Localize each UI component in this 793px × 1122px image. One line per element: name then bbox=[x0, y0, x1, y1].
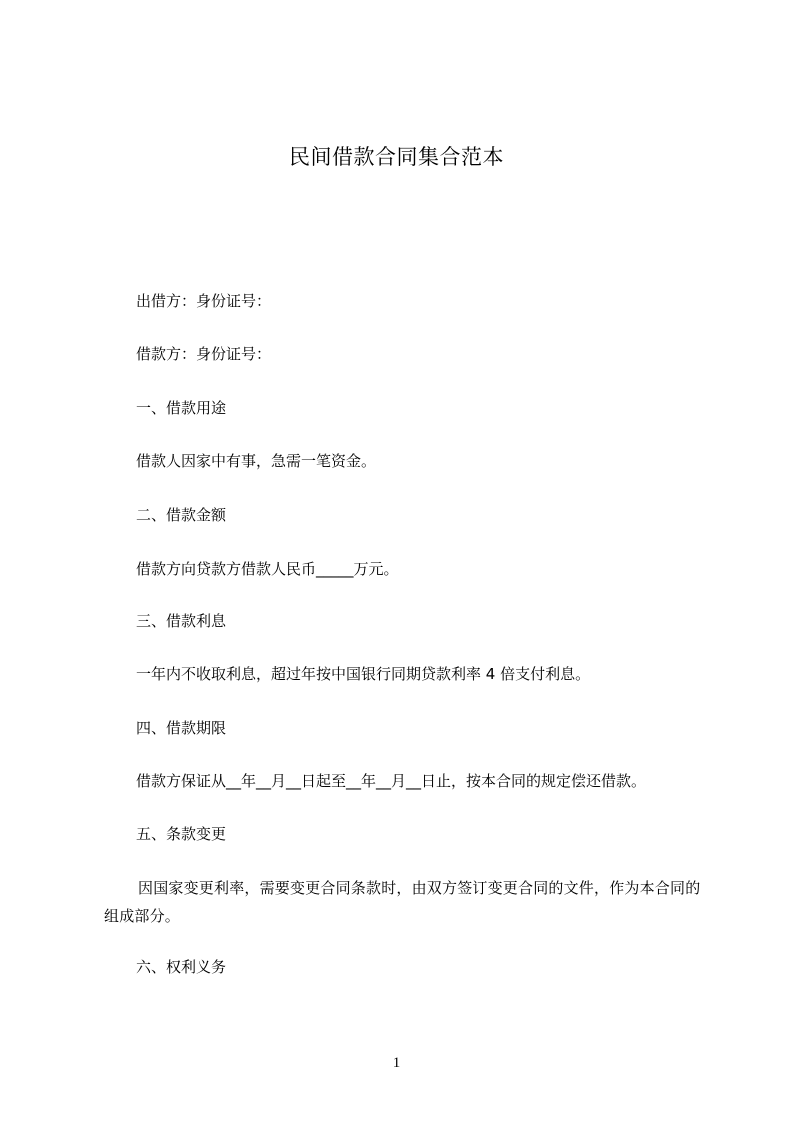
section-heading-rights: 六、权利义务 bbox=[136, 958, 227, 976]
purpose-text: 借款人因家中有事，急需一笔资金。 bbox=[136, 452, 377, 470]
change-paragraph: 因国家变更利率，需要变更合同条款时，由双方签订变更合同的文件，作为本合同的组成部分。 bbox=[104, 879, 701, 925]
interest-text: 一年内不收取利息，超过年按中国银行同期贷款利率 4 倍支付利息。 bbox=[136, 665, 591, 683]
section-heading-change: 五、条款变更 bbox=[136, 825, 227, 843]
term-text: 借款方保证从__年__月__日起至__年__月__日止，按本合同的规定偿还借款。 bbox=[136, 772, 647, 790]
section-heading-interest: 三、借款利息 bbox=[136, 612, 227, 630]
borrower-id-line: 借款方：身份证号： bbox=[136, 345, 272, 363]
section-heading-purpose: 一、借款用途 bbox=[136, 399, 227, 417]
section-heading-term: 四、借款期限 bbox=[136, 719, 227, 737]
section-heading-amount: 二、借款金额 bbox=[136, 506, 227, 524]
page-number: 1 bbox=[392, 1055, 401, 1071]
amount-text: 借款方向贷款方借款人民币_____万元。 bbox=[136, 560, 399, 578]
document-title: 民间借款合同集合范本 bbox=[289, 145, 504, 169]
lender-id-line: 出借方：身份证号： bbox=[136, 292, 272, 310]
